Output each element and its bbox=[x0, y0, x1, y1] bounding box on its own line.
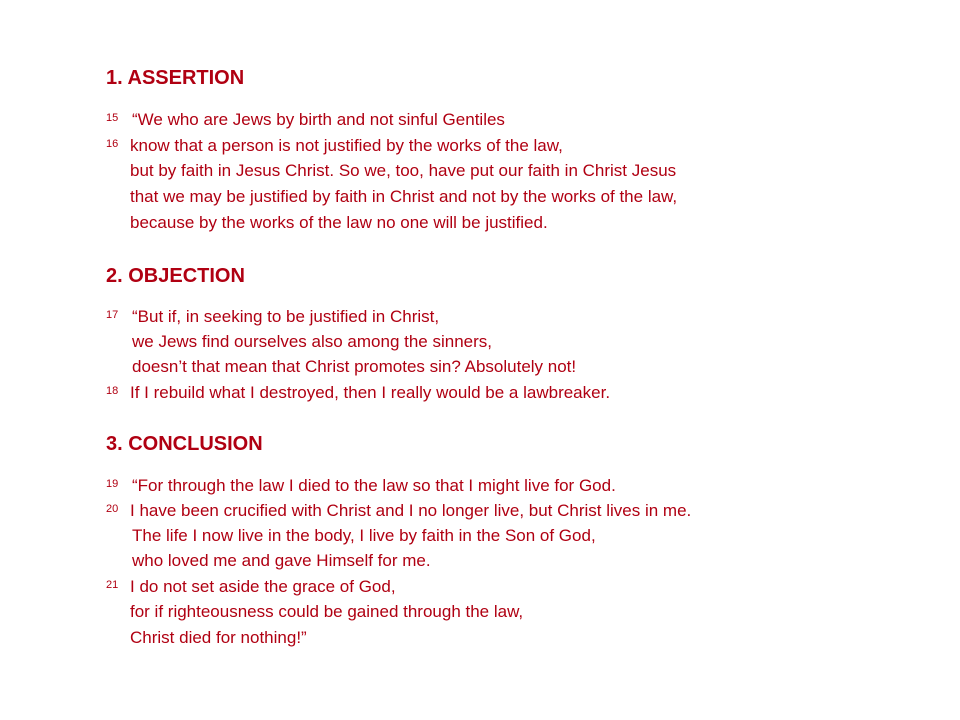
verse-number-19: 19 bbox=[106, 478, 119, 490]
section-heading-assertion: 1. ASSERTION bbox=[106, 67, 245, 89]
verse-line: If I rebuild what I destroyed, then I really would be a lawbreaker. bbox=[130, 383, 611, 402]
section-heading-conclusion: 3. CONCLUSION bbox=[106, 433, 263, 455]
verse-line: doesn’t that mean that Christ promotes sin? Absolutely not! bbox=[132, 357, 577, 376]
verse-line: Christ died for nothing!” bbox=[130, 628, 307, 647]
verse-number-20: 20 bbox=[106, 503, 119, 515]
verse-line: but by faith in Jesus Christ. So we, too, have put our faith in Christ Jesus bbox=[130, 161, 677, 180]
verse-number-15: 15 bbox=[106, 112, 119, 124]
verse-line: because by the works of the law no one will be justified. bbox=[130, 213, 548, 232]
verse-number-17: 17 bbox=[106, 309, 119, 321]
verse-line: that we may be justified by faith in Christ and not by the works of the law, bbox=[130, 187, 678, 206]
section-heading-objection: 2. OBJECTION bbox=[106, 265, 245, 287]
verse-line: “But if, in seeking to be justified in Christ, bbox=[132, 307, 440, 326]
verse-line: The life I now live in the body, I live by faith in the Son of God, bbox=[132, 526, 596, 545]
verse-line: know that a person is not justified by the works of the law, bbox=[130, 136, 563, 155]
verse-line: I do not set aside the grace of God, bbox=[130, 577, 396, 596]
verse-number-16: 16 bbox=[106, 138, 119, 150]
verse-number-18: 18 bbox=[106, 385, 119, 397]
verse-number-21: 21 bbox=[106, 579, 119, 591]
verse-line: for if righteousness could be gained through the law, bbox=[130, 602, 524, 621]
verse-line: who loved me and gave Himself for me. bbox=[132, 551, 431, 570]
verse-line: we Jews find ourselves also among the sinners, bbox=[132, 332, 493, 351]
verse-line: “For through the law I died to the law so that I might live for God. bbox=[132, 476, 616, 495]
verse-line: “We who are Jews by birth and not sinful Gentiles bbox=[132, 110, 505, 129]
verse-line: I have been crucified with Christ and I no longer live, but Christ lives in me. bbox=[130, 501, 692, 520]
